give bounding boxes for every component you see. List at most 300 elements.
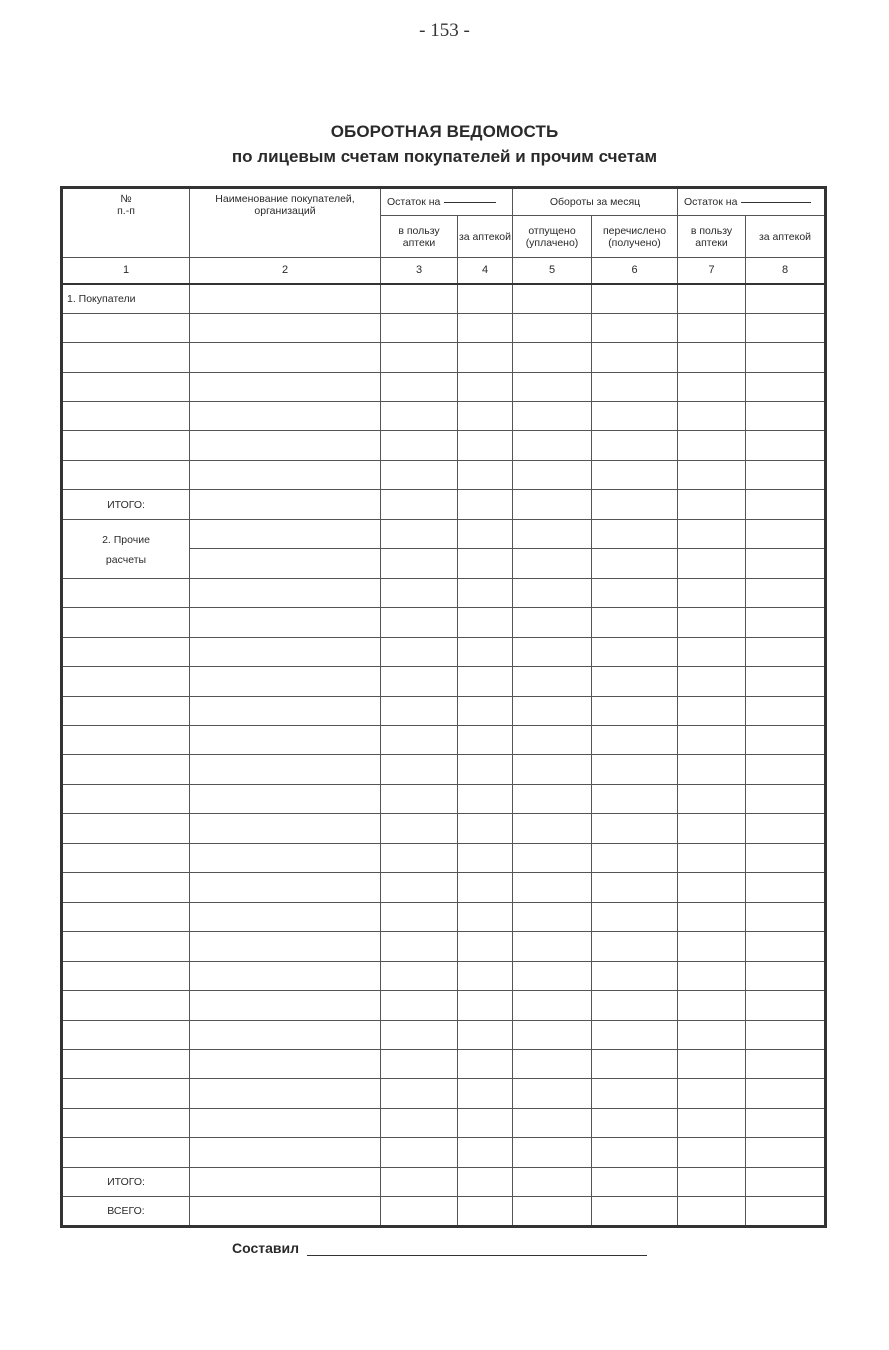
form-cell[interactable] bbox=[513, 755, 592, 784]
form-cell[interactable] bbox=[458, 460, 513, 489]
form-cell[interactable] bbox=[381, 608, 458, 637]
balance-end-date-blank[interactable] bbox=[741, 202, 811, 203]
form-cell[interactable] bbox=[592, 343, 678, 372]
table-row bbox=[62, 814, 826, 843]
form-cell[interactable] bbox=[458, 1050, 513, 1079]
form-cell[interactable] bbox=[746, 843, 826, 872]
table-row bbox=[62, 284, 826, 313]
form-cell[interactable] bbox=[746, 519, 826, 548]
form-cell[interactable] bbox=[592, 549, 678, 578]
form-cell[interactable] bbox=[513, 726, 592, 755]
form-cell[interactable] bbox=[678, 431, 746, 460]
form-cell[interactable] bbox=[592, 814, 678, 843]
form-cell[interactable] bbox=[678, 1079, 746, 1108]
table-row bbox=[62, 490, 826, 519]
form-cell[interactable] bbox=[592, 1197, 678, 1227]
header-number-cell bbox=[62, 188, 190, 258]
form-cell[interactable] bbox=[746, 696, 826, 725]
form-cell[interactable] bbox=[592, 1167, 678, 1196]
form-cell[interactable] bbox=[381, 726, 458, 755]
form-cell[interactable] bbox=[62, 667, 190, 696]
form-cell[interactable] bbox=[513, 932, 592, 961]
table-row bbox=[62, 608, 826, 637]
form-cell[interactable] bbox=[190, 460, 381, 489]
form-cell[interactable] bbox=[678, 814, 746, 843]
form-cell[interactable] bbox=[746, 490, 826, 519]
form-cell[interactable] bbox=[190, 431, 381, 460]
form-cell[interactable] bbox=[513, 490, 592, 519]
form-cell[interactable] bbox=[746, 608, 826, 637]
form-cell[interactable] bbox=[592, 1020, 678, 1049]
table-row bbox=[62, 667, 826, 696]
table-row bbox=[62, 902, 826, 931]
form-cell[interactable] bbox=[678, 1020, 746, 1049]
form-cell[interactable] bbox=[190, 608, 381, 637]
form-cell[interactable] bbox=[190, 696, 381, 725]
document-subtitle: по лицевым счетам покупателей и прочим счетам bbox=[231, 147, 658, 166]
form-cell[interactable] bbox=[62, 873, 190, 902]
form-cell[interactable] bbox=[746, 902, 826, 931]
form-cell[interactable] bbox=[746, 726, 826, 755]
form-cell[interactable] bbox=[458, 284, 513, 313]
form-cell[interactable] bbox=[381, 284, 458, 313]
form-cell[interactable] bbox=[513, 313, 592, 342]
form-cell[interactable] bbox=[62, 961, 190, 990]
form-cell[interactable] bbox=[513, 1108, 592, 1137]
form-cell[interactable] bbox=[678, 1167, 746, 1196]
form-cell[interactable] bbox=[458, 1020, 513, 1049]
form-cell[interactable] bbox=[190, 784, 381, 813]
form-cell[interactable] bbox=[592, 696, 678, 725]
form-cell[interactable] bbox=[458, 932, 513, 961]
form-cell[interactable] bbox=[458, 873, 513, 902]
grand-total-label: ВСЕГО: bbox=[62, 1197, 190, 1227]
form-cell[interactable] bbox=[678, 343, 746, 372]
form-cell[interactable] bbox=[678, 372, 746, 401]
form-cell[interactable] bbox=[381, 961, 458, 990]
table-row bbox=[62, 932, 826, 961]
table-row bbox=[62, 784, 826, 813]
table-row bbox=[62, 726, 826, 755]
form-cell[interactable] bbox=[62, 902, 190, 931]
form-cell[interactable] bbox=[190, 284, 381, 313]
table-row bbox=[62, 343, 826, 372]
table-row bbox=[62, 755, 826, 784]
table-row bbox=[62, 1138, 826, 1167]
page-number: - 153 - bbox=[419, 20, 470, 41]
form-cell[interactable] bbox=[62, 402, 190, 431]
form-cell[interactable] bbox=[381, 991, 458, 1020]
form-cell[interactable] bbox=[592, 578, 678, 607]
form-cell[interactable] bbox=[190, 313, 381, 342]
form-cell[interactable] bbox=[513, 460, 592, 489]
form-cell[interactable] bbox=[592, 431, 678, 460]
form-cell[interactable] bbox=[62, 637, 190, 666]
balance-start-date-blank[interactable] bbox=[444, 202, 496, 203]
form-cell[interactable] bbox=[381, 313, 458, 342]
form-cell[interactable] bbox=[513, 1197, 592, 1227]
section-other-line1: 2. Прочие bbox=[102, 533, 150, 546]
form-cell[interactable] bbox=[62, 726, 190, 755]
form-cell[interactable] bbox=[62, 991, 190, 1020]
form-cell[interactable] bbox=[381, 549, 458, 578]
form-cell[interactable] bbox=[678, 1197, 746, 1227]
form-cell[interactable] bbox=[62, 814, 190, 843]
form-cell[interactable] bbox=[458, 902, 513, 931]
form-cell[interactable] bbox=[513, 431, 592, 460]
form-cell[interactable] bbox=[513, 961, 592, 990]
form-cell[interactable] bbox=[592, 372, 678, 401]
form-cell[interactable] bbox=[513, 578, 592, 607]
section-other-label bbox=[62, 519, 190, 578]
table-row bbox=[62, 402, 826, 431]
form-cell[interactable] bbox=[458, 991, 513, 1020]
form-cell[interactable] bbox=[458, 784, 513, 813]
form-cell[interactable] bbox=[458, 578, 513, 607]
form-cell[interactable] bbox=[190, 1079, 381, 1108]
header-number-symbol: № bbox=[120, 193, 132, 205]
form-cell[interactable] bbox=[592, 313, 678, 342]
form-cell[interactable] bbox=[678, 284, 746, 313]
form-cell[interactable] bbox=[678, 608, 746, 637]
form-cell[interactable] bbox=[458, 814, 513, 843]
form-cell[interactable] bbox=[678, 1050, 746, 1079]
form-cell[interactable] bbox=[381, 372, 458, 401]
form-cell[interactable] bbox=[381, 578, 458, 607]
form-cell[interactable] bbox=[62, 431, 190, 460]
form-cell[interactable] bbox=[592, 755, 678, 784]
table-row bbox=[62, 637, 826, 666]
table-row bbox=[62, 843, 826, 872]
form-cell[interactable] bbox=[592, 460, 678, 489]
form-cell[interactable] bbox=[513, 1020, 592, 1049]
form-cell[interactable] bbox=[746, 1197, 826, 1227]
form-cell[interactable] bbox=[592, 991, 678, 1020]
form-cell[interactable] bbox=[513, 784, 592, 813]
form-cell[interactable] bbox=[458, 1079, 513, 1108]
form-cell[interactable] bbox=[190, 1197, 381, 1227]
form-cell[interactable] bbox=[190, 814, 381, 843]
form-cell[interactable] bbox=[190, 873, 381, 902]
form-cell[interactable] bbox=[458, 696, 513, 725]
form-cell[interactable] bbox=[381, 1020, 458, 1049]
form-cell[interactable] bbox=[62, 372, 190, 401]
form-cell[interactable] bbox=[190, 843, 381, 872]
form-cell[interactable] bbox=[678, 755, 746, 784]
form-cell[interactable] bbox=[592, 932, 678, 961]
table-row bbox=[62, 1020, 826, 1049]
turnover-statement-table bbox=[60, 186, 827, 1228]
form-cell[interactable] bbox=[513, 549, 592, 578]
form-cell[interactable] bbox=[190, 1020, 381, 1049]
form-cell[interactable] bbox=[458, 313, 513, 342]
form-cell[interactable] bbox=[592, 1050, 678, 1079]
signature-line[interactable] bbox=[307, 1255, 647, 1256]
form-cell[interactable] bbox=[381, 873, 458, 902]
form-cell[interactable] bbox=[746, 549, 826, 578]
form-cell[interactable] bbox=[592, 726, 678, 755]
header-name-label: Наименование покупателей, организаций bbox=[215, 193, 355, 217]
form-cell[interactable] bbox=[513, 667, 592, 696]
form-cell[interactable] bbox=[62, 343, 190, 372]
form-cell[interactable] bbox=[513, 343, 592, 372]
form-cell[interactable] bbox=[190, 991, 381, 1020]
form-cell[interactable] bbox=[190, 637, 381, 666]
form-cell[interactable] bbox=[592, 873, 678, 902]
form-cell[interactable] bbox=[746, 313, 826, 342]
table-row bbox=[62, 1050, 826, 1079]
form-cell[interactable] bbox=[381, 1167, 458, 1196]
form-cell[interactable] bbox=[62, 1108, 190, 1137]
form-cell[interactable] bbox=[190, 1167, 381, 1196]
form-cell[interactable] bbox=[513, 1138, 592, 1167]
table-row bbox=[62, 1167, 826, 1196]
form-cell[interactable] bbox=[381, 343, 458, 372]
form-cell[interactable] bbox=[381, 402, 458, 431]
form-cell[interactable] bbox=[190, 372, 381, 401]
form-cell[interactable] bbox=[746, 431, 826, 460]
form-cell[interactable] bbox=[746, 578, 826, 607]
form-cell[interactable] bbox=[592, 961, 678, 990]
form-cell[interactable] bbox=[458, 1138, 513, 1167]
form-cell[interactable] bbox=[381, 1108, 458, 1137]
form-cell[interactable] bbox=[62, 608, 190, 637]
form-cell[interactable] bbox=[190, 932, 381, 961]
form-cell[interactable] bbox=[513, 696, 592, 725]
form-cell[interactable] bbox=[62, 696, 190, 725]
column-number: 2 bbox=[190, 258, 381, 284]
form-cell[interactable] bbox=[62, 578, 190, 607]
form-cell[interactable] bbox=[381, 1197, 458, 1227]
form-cell[interactable] bbox=[746, 284, 826, 313]
form-cell[interactable] bbox=[190, 343, 381, 372]
form-cell[interactable] bbox=[592, 608, 678, 637]
form-cell[interactable] bbox=[746, 961, 826, 990]
form-cell[interactable] bbox=[746, 784, 826, 813]
form-cell[interactable] bbox=[458, 490, 513, 519]
form-cell[interactable] bbox=[678, 961, 746, 990]
form-cell[interactable] bbox=[513, 519, 592, 548]
form-cell[interactable] bbox=[190, 902, 381, 931]
table-row bbox=[62, 372, 826, 401]
form-cell[interactable] bbox=[381, 784, 458, 813]
form-cell[interactable] bbox=[746, 755, 826, 784]
form-cell[interactable] bbox=[592, 402, 678, 431]
form-cell[interactable] bbox=[678, 490, 746, 519]
form-cell[interactable] bbox=[513, 608, 592, 637]
form-cell[interactable] bbox=[190, 549, 381, 578]
form-cell[interactable] bbox=[62, 843, 190, 872]
form-cell[interactable] bbox=[381, 431, 458, 460]
form-cell[interactable] bbox=[746, 814, 826, 843]
form-cell[interactable] bbox=[62, 1020, 190, 1049]
form-cell[interactable] bbox=[190, 755, 381, 784]
header-balance-start bbox=[381, 188, 513, 216]
table-row bbox=[62, 961, 826, 990]
form-cell[interactable] bbox=[678, 637, 746, 666]
form-cell[interactable] bbox=[746, 667, 826, 696]
table-row bbox=[62, 519, 826, 548]
form-cell[interactable] bbox=[458, 608, 513, 637]
form-cell[interactable] bbox=[513, 814, 592, 843]
form-cell[interactable] bbox=[746, 1079, 826, 1108]
form-cell[interactable] bbox=[190, 726, 381, 755]
table-row bbox=[62, 578, 826, 607]
form-cell[interactable] bbox=[592, 667, 678, 696]
form-cell[interactable] bbox=[458, 343, 513, 372]
form-cell[interactable] bbox=[458, 726, 513, 755]
table-row bbox=[62, 873, 826, 902]
form-cell[interactable] bbox=[513, 1079, 592, 1108]
form-cell[interactable] bbox=[381, 460, 458, 489]
form-cell[interactable] bbox=[458, 1197, 513, 1227]
form-cell[interactable] bbox=[190, 667, 381, 696]
form-cell[interactable] bbox=[62, 932, 190, 961]
form-cell[interactable] bbox=[592, 490, 678, 519]
form-cell[interactable] bbox=[62, 1138, 190, 1167]
form-cell[interactable] bbox=[190, 402, 381, 431]
form-cell[interactable] bbox=[678, 519, 746, 548]
form-cell[interactable] bbox=[746, 1138, 826, 1167]
header-turnover-label: Обороты за месяц bbox=[549, 196, 641, 209]
form-cell[interactable] bbox=[678, 843, 746, 872]
column-number: 5 bbox=[513, 258, 592, 284]
form-cell[interactable] bbox=[190, 1108, 381, 1137]
header-transferred: перечислено (получено) bbox=[592, 216, 678, 258]
form-cell[interactable] bbox=[678, 667, 746, 696]
form-cell[interactable] bbox=[458, 431, 513, 460]
form-cell[interactable] bbox=[458, 1167, 513, 1196]
form-cell[interactable] bbox=[62, 784, 190, 813]
form-cell[interactable] bbox=[678, 932, 746, 961]
form-cell[interactable] bbox=[190, 519, 381, 548]
form-cell[interactable] bbox=[190, 1138, 381, 1167]
form-cell[interactable] bbox=[381, 637, 458, 666]
form-cell[interactable] bbox=[746, 637, 826, 666]
form-cell[interactable] bbox=[458, 549, 513, 578]
form-cell[interactable] bbox=[678, 1108, 746, 1137]
header-name bbox=[190, 188, 381, 258]
form-cell[interactable] bbox=[458, 637, 513, 666]
form-cell[interactable] bbox=[592, 1138, 678, 1167]
form-cell[interactable] bbox=[678, 313, 746, 342]
form-cell[interactable] bbox=[513, 402, 592, 431]
form-cell[interactable] bbox=[513, 991, 592, 1020]
form-cell[interactable] bbox=[746, 1167, 826, 1196]
form-cell[interactable] bbox=[678, 902, 746, 931]
form-cell[interactable] bbox=[678, 578, 746, 607]
form-cell[interactable] bbox=[678, 460, 746, 489]
form-cell[interactable] bbox=[678, 1138, 746, 1167]
form-cell[interactable] bbox=[513, 1167, 592, 1196]
form-cell[interactable] bbox=[513, 902, 592, 931]
form-cell[interactable] bbox=[592, 637, 678, 666]
form-cell[interactable] bbox=[513, 637, 592, 666]
form-cell[interactable] bbox=[746, 372, 826, 401]
form-cell[interactable] bbox=[513, 843, 592, 872]
form-cell[interactable] bbox=[190, 578, 381, 607]
form-cell[interactable] bbox=[592, 784, 678, 813]
form-cell[interactable] bbox=[458, 843, 513, 872]
table-row bbox=[62, 1079, 826, 1108]
table-row bbox=[62, 1108, 826, 1137]
form-cell[interactable] bbox=[746, 873, 826, 902]
form-cell[interactable] bbox=[746, 460, 826, 489]
form-cell[interactable] bbox=[381, 814, 458, 843]
header-balance-start-label: Остаток на bbox=[387, 196, 441, 209]
form-cell[interactable] bbox=[746, 1108, 826, 1137]
form-cell[interactable] bbox=[381, 490, 458, 519]
header-balance-end-label: Остаток на bbox=[684, 196, 738, 209]
form-cell[interactable] bbox=[458, 519, 513, 548]
form-cell[interactable] bbox=[458, 667, 513, 696]
form-cell[interactable] bbox=[190, 1050, 381, 1079]
form-cell[interactable] bbox=[678, 784, 746, 813]
form-cell[interactable] bbox=[381, 902, 458, 931]
form-cell[interactable] bbox=[381, 667, 458, 696]
form-cell[interactable] bbox=[381, 843, 458, 872]
form-cell[interactable] bbox=[381, 1138, 458, 1167]
form-cell[interactable] bbox=[746, 1020, 826, 1049]
form-cell[interactable] bbox=[381, 1079, 458, 1108]
form-cell[interactable] bbox=[458, 402, 513, 431]
form-cell[interactable] bbox=[592, 1079, 678, 1108]
form-cell[interactable] bbox=[513, 284, 592, 313]
form-cell[interactable] bbox=[746, 402, 826, 431]
form-cell[interactable] bbox=[381, 755, 458, 784]
form-cell[interactable] bbox=[592, 843, 678, 872]
form-cell[interactable] bbox=[381, 519, 458, 548]
form-cell[interactable] bbox=[458, 372, 513, 401]
form-cell[interactable] bbox=[592, 1108, 678, 1137]
form-cell[interactable] bbox=[381, 932, 458, 961]
header-number-abbr: п.-п bbox=[117, 205, 135, 217]
form-cell[interactable] bbox=[62, 313, 190, 342]
form-cell[interactable] bbox=[458, 1108, 513, 1137]
form-cell[interactable] bbox=[62, 755, 190, 784]
form-cell[interactable] bbox=[190, 961, 381, 990]
form-cell[interactable] bbox=[678, 696, 746, 725]
form-cell[interactable] bbox=[746, 343, 826, 372]
form-cell[interactable] bbox=[513, 873, 592, 902]
form-cell[interactable] bbox=[458, 755, 513, 784]
table-row bbox=[62, 313, 826, 342]
form-cell[interactable] bbox=[592, 284, 678, 313]
form-cell[interactable] bbox=[190, 490, 381, 519]
form-cell[interactable] bbox=[746, 1050, 826, 1079]
form-cell[interactable] bbox=[62, 460, 190, 489]
form-cell[interactable] bbox=[381, 1050, 458, 1079]
form-cell[interactable] bbox=[678, 402, 746, 431]
form-cell[interactable] bbox=[62, 1079, 190, 1108]
form-cell[interactable] bbox=[62, 1050, 190, 1079]
form-cell[interactable] bbox=[513, 1050, 592, 1079]
section-other-line2: расчеты bbox=[105, 553, 147, 566]
header-by-pharmacy-2: за аптекой bbox=[746, 216, 826, 258]
form-cell[interactable] bbox=[678, 873, 746, 902]
form-cell[interactable] bbox=[592, 902, 678, 931]
form-cell[interactable] bbox=[746, 932, 826, 961]
table-row bbox=[62, 1197, 826, 1227]
form-cell[interactable] bbox=[678, 991, 746, 1020]
form-cell[interactable] bbox=[592, 519, 678, 548]
form-cell[interactable] bbox=[513, 372, 592, 401]
form-cell[interactable] bbox=[381, 696, 458, 725]
form-cell[interactable] bbox=[746, 991, 826, 1020]
form-cell[interactable] bbox=[678, 549, 746, 578]
form-cell[interactable] bbox=[678, 726, 746, 755]
form-cell[interactable] bbox=[458, 961, 513, 990]
